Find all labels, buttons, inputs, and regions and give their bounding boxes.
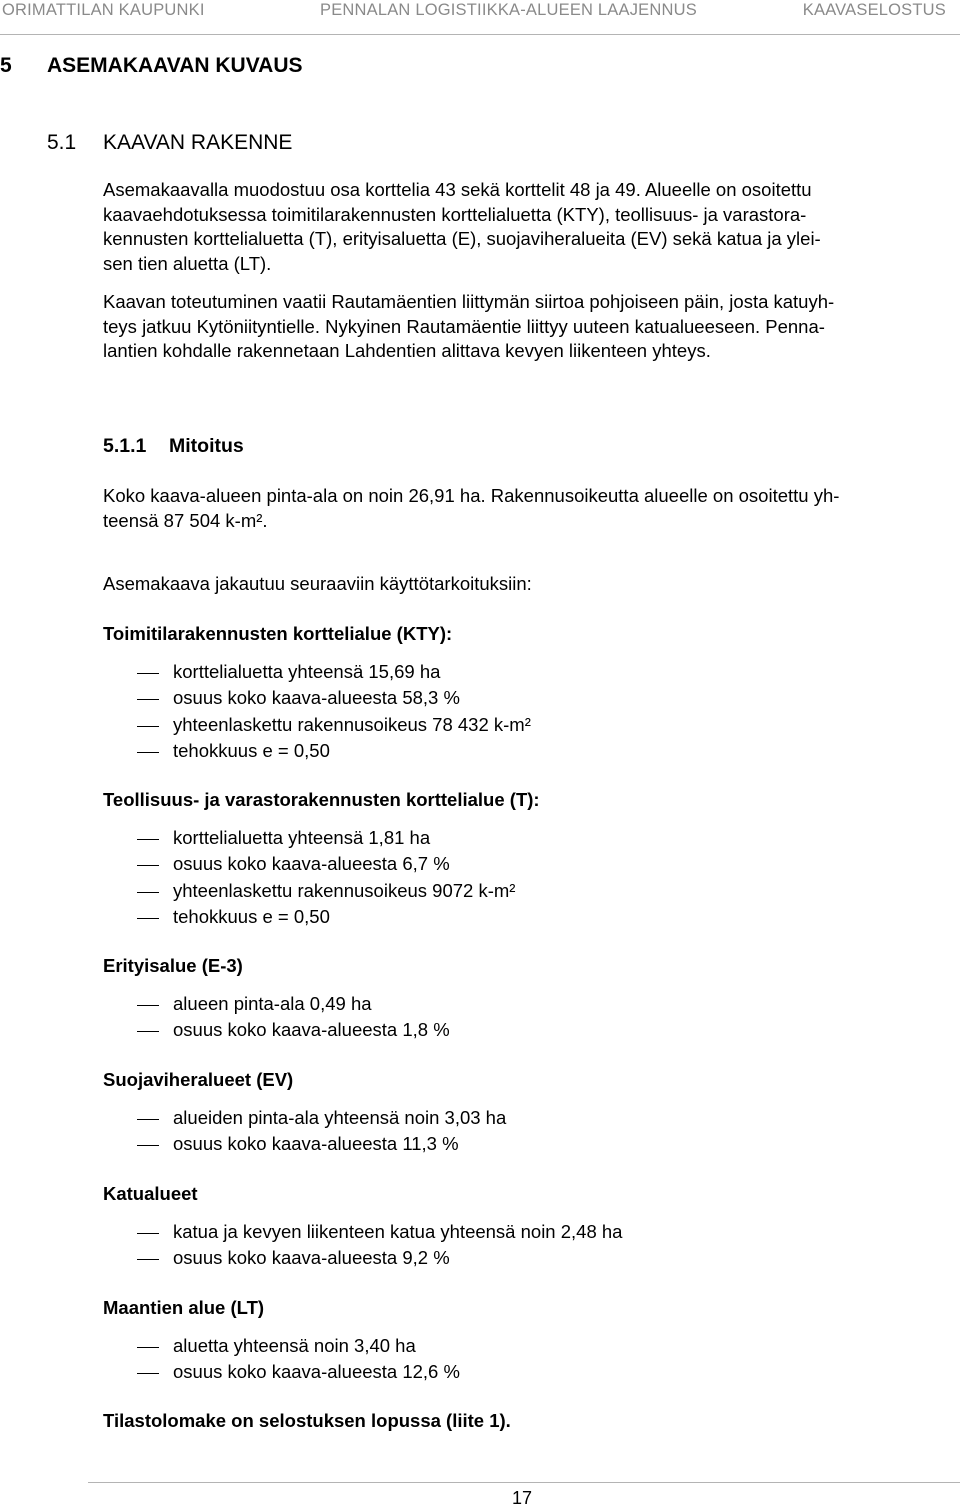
dash-bullet xyxy=(137,1145,159,1146)
dash-bullet xyxy=(137,865,159,866)
dash-bullet xyxy=(137,673,159,674)
header-municipality: ORIMATTILAN KAUPUNKI xyxy=(2,1,205,19)
dash-bullet xyxy=(137,699,159,700)
dash-bullet xyxy=(137,839,159,840)
dash-bullet xyxy=(137,1233,159,1234)
dash-bullet xyxy=(137,1031,159,1032)
mitoitus-paragraph xyxy=(103,484,960,533)
list-item-text: korttelialuetta yhteensä 15,69 ha xyxy=(173,661,441,682)
dash-bullet xyxy=(137,1005,159,1006)
subsubsection-title: Mitoitus xyxy=(169,435,244,457)
paragraph-line: Asemakaavalla muodostuu osa korttelia 43 sekä korttelit 48 ja 49. Alueelle on osoitettu xyxy=(103,179,812,200)
list-item-text: tehokkuus e = 0,50 xyxy=(173,905,330,927)
list-item-text: yhteenlaskettu rakennusoikeus 78 432 k-m² xyxy=(173,713,531,735)
dash-bullet xyxy=(137,892,159,893)
dash-bullet xyxy=(137,1347,159,1348)
list-item-text: osuus koko kaava-alueesta 58,3 % xyxy=(173,687,460,709)
list-item-text: osuus koko kaava-alueesta 1,8 % xyxy=(173,1019,450,1041)
list-item-text: osuus koko kaava-alueesta 9,2 % xyxy=(173,1247,450,1269)
list-item-text: korttelialuetta yhteensä 1,81 ha xyxy=(173,827,431,848)
usage-intro-text: Asemakaava jakautuu seuraaviin käyttötarkoituksiin: xyxy=(103,573,532,594)
paragraph-line: Koko kaava-alueen pinta-ala on noin 26,91 ha. Rakennusoikeutta alueelle on osoitettu yh- xyxy=(103,485,840,506)
header-project-title: PENNALAN LOGISTIIKKA-ALUEEN LAAJENNUS xyxy=(320,1,697,19)
subsection-heading xyxy=(47,131,292,155)
intro-paragraph-2 xyxy=(103,290,960,364)
paragraph-line: teensä 87 504 k-m². xyxy=(103,509,268,531)
paragraph-line: teys jatkuu Kytöniityntielle. Nykyinen Rautamäentie liittyy uuteen katualueeseen. Penna- xyxy=(103,315,825,337)
subsubsection-heading xyxy=(103,435,244,458)
list-item-text: tehokkuus e = 0,50 xyxy=(173,739,330,761)
subsection-title: KAAVAN RAKENNE xyxy=(103,131,293,154)
land-use-heading: Maantien alue (LT) xyxy=(103,1297,265,1318)
dash-bullet xyxy=(137,752,159,753)
paragraph-line: Kaavan toteutuminen vaatii Rautamäentien liittymän siirtoa pohjoiseen päin, josta katuyh- xyxy=(103,291,835,312)
list-item-text: osuus koko kaava-alueesta 12,6 % xyxy=(173,1361,460,1383)
land-use-heading: Toimitilarakennusten korttelialue (KTY): xyxy=(103,623,453,644)
subsubsection-number: 5.1.1 xyxy=(103,435,147,457)
paragraph-line: sen tien aluetta (LT). xyxy=(103,253,272,275)
list-item-text: alueen pinta-ala 0,49 ha xyxy=(173,993,372,1014)
dash-bullet xyxy=(137,1373,159,1374)
section-number: 5 xyxy=(0,54,12,77)
header-document-type: KAAVASELOSTUS xyxy=(802,1,946,19)
land-use-heading: Erityisalue (E-3) xyxy=(103,955,243,976)
dash-bullet xyxy=(137,918,159,919)
paragraph-line: kennusten korttelialuetta (T), erityisaluetta (E), suojaviheralueita (EV) sekä katua ja ylei- xyxy=(103,228,821,250)
land-use-heading: Suojaviheralueet (EV) xyxy=(103,1069,294,1090)
list-item-text: aluetta yhteensä noin 3,40 ha xyxy=(173,1335,416,1356)
dash-bullet xyxy=(137,1259,159,1260)
closing-note: Tilastolomake on selostuksen lopussa (liite 1). xyxy=(103,1410,511,1431)
list-item-text: katua ja kevyen liikenteen katua yhteensä noin 2,48 ha xyxy=(173,1221,623,1242)
paragraph-line: kaavaehdotuksessa toimitilarakennusten korttelialuetta (KTY), teollisuus- ja varastora- xyxy=(103,203,807,225)
list-item-text: alueiden pinta-ala yhteensä noin 3,03 ha xyxy=(173,1107,507,1128)
paragraph-line: lantien kohdalle rakennetaan Lahdentien alittava kevyen liikenteen yhteys. xyxy=(103,340,711,362)
footer-divider xyxy=(88,1482,960,1483)
dash-bullet xyxy=(137,1119,159,1120)
page-header xyxy=(0,0,960,35)
land-use-heading: Teollisuus- ja varastorakennusten korttelialue (T): xyxy=(103,789,540,810)
list-item-text: yhteenlaskettu rakennusoikeus 9072 k-m² xyxy=(173,879,516,901)
page-number: 17 xyxy=(512,1488,533,1508)
list-item-text: osuus koko kaava-alueesta 6,7 % xyxy=(173,853,450,875)
land-use-heading: Katualueet xyxy=(103,1183,198,1204)
subsection-number: 5.1 xyxy=(47,131,77,154)
section-title: ASEMAKAAVAN KUVAUS xyxy=(47,54,303,77)
usage-intro xyxy=(103,572,960,597)
dash-bullet xyxy=(137,726,159,727)
intro-paragraph-1 xyxy=(103,178,960,277)
section-heading xyxy=(0,54,303,78)
list-item-text: osuus koko kaava-alueesta 11,3 % xyxy=(173,1133,459,1155)
